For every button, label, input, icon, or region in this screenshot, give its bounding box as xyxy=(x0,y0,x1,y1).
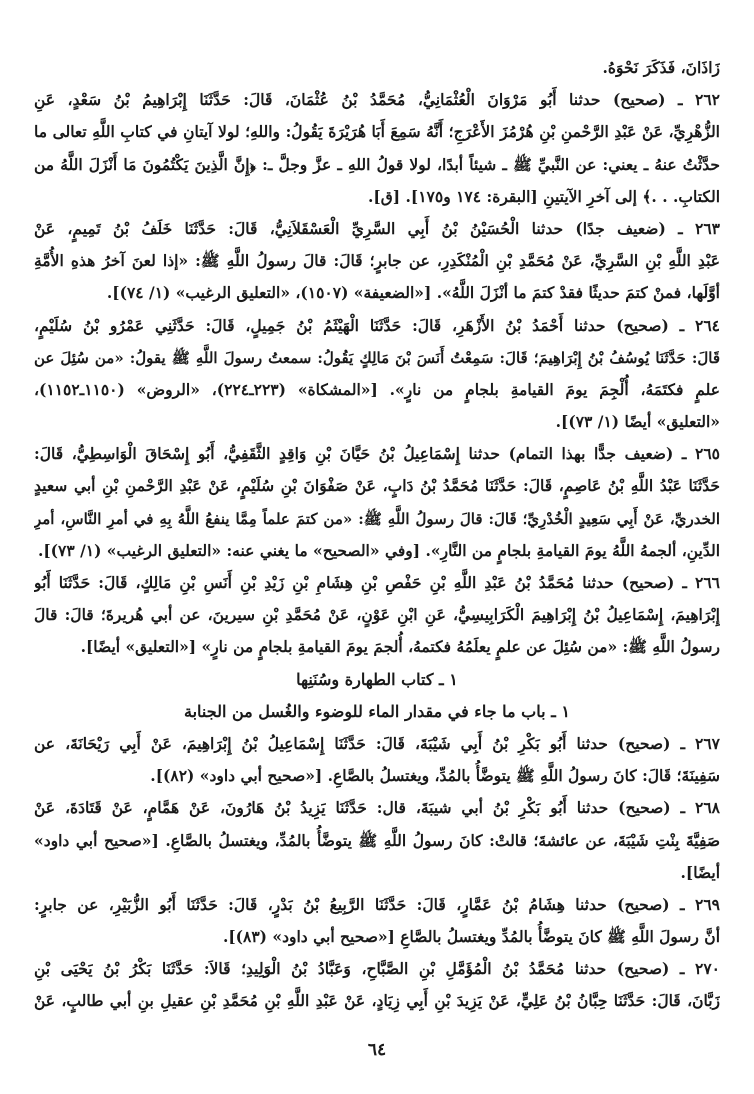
text-line: إِبْرَاهِيمَ، إِسْمَاعِيلُ بْنُ إِبْرَاهِيمَ الْكَرَابِيسِيُّ، عَنِ ابْنِ عَوْنٍ، عَنْ مُحَمَّدِ بْنِ سيرينَ، عن أبي هُريرةَ؛ قالَ: قالَ xyxy=(34,605,720,625)
text-line: «التعليق» أيضًا (١/ ٧٣)]. xyxy=(555,412,720,432)
text-line: حدَّثْتُ عنهُ ـ يعني: عن النَّبيِّ ﷺ ـ شيئاً أبدًا، لولا قولُ اللهِ ـ عزَّ وجلَّ ـ: ﴿إِنَّ الَّذِينَ يَكْتُمُونَ مَا أَنْزَلَ اللَّهُ من xyxy=(34,154,720,174)
text-line: زَبَّانَ، قَالَ: حَدَّثَنَا حِبَّانُ بْنُ عَلِيٍّ، عَنْ يَزِيدَ بْنِ أَبِي زِيَادٍ، عَنْ عَبْدِ اللَّهِ بْنِ مُحَمَّدِ بْنِ عقيلِ بنِ أبي طالبٍ، عَنْ xyxy=(34,991,720,1011)
text-line: أوَّلَها، فمنْ كتمَ حديثًا فقدْ كتمَ ما أنْزَلَ اللَّهُ». [«الضعيفة» (١٥٠٧)، «التعليق الرغيب» (١/ ٧٤)]. xyxy=(106,283,720,303)
text-line: صَفِيَّةَ بِنْتِ شَيْبَةَ، عن عائشةَ؛ قالتْ: كانَ رسولُ اللَّهِ ﷺ يتوضَّأُ بالمُدِّ، ويغتسلُ بالصَّاعِ. [«صحيح أبي داود» xyxy=(34,830,720,850)
text-line: أنَّ رسولَ اللَّهِ ﷺ كانَ يتوضَّأُ بالمُدِّ ويغتسلُ بالصَّاعِ [«صحيح أبي داود» (٨٣)]. xyxy=(222,927,720,947)
text-line: ٢٦٧ ـ (صحيح) حدثنا أَبُو بَكْرِ بْنُ أَبِي شَيْبَةَ، قَالَ: حَدَّثَنَا إِسْمَاعِيلُ بْنُ إِبْرَاهِيمَ، عَنْ أَبِي رَيْحَانَةَ، عن xyxy=(34,733,720,753)
page-number: ٦٤ xyxy=(367,1040,387,1060)
text-line: زَاذَانَ، فَذَكَرَ نَحْوَهُ. xyxy=(602,58,720,77)
text-line: ٢٦٤ ـ (صحيح) حدثنا أَحْمَدُ بْنُ الأَزْهَرِ، قَالَ: حَدَّثَنَا الْهَيْثَمُ بْنُ جَمِيلٍ، قَالَ: حَدَّثَنِي عَمْرُو بْنُ سُلَيْمٍ، xyxy=(34,315,720,335)
text-line: ٢٦٩ ـ (صحيح) حدثنا هِشَامُ بْنُ عَمَّارٍ، قَالَ: حَدَّثَنَا الرَّبِيعُ بْنُ بَدْرٍ، قَالَ: حَدَّثَنَا أَبُو الزُّبَيْرِ، عن جابرٍ: xyxy=(34,894,720,914)
text-line: حَدَّثَنَا عَبْدُ اللَّهِ بْنُ عَاصِمٍ، قَالَ: حَدَّثَنَا مُحَمَّدُ بْنُ دَابٍ، عَنْ صَفْوَانَ بْنِ سُلَيْمٍ، عَنْ عَبْدِ الرَّحْمنِ بْنِ أبي سعيدٍ xyxy=(34,476,720,496)
text-line: علمٍ فكتَمَهُ، أُلْجِمَ يومَ القيامةِ بلجامٍ من نارٍ». [«المشكاة» (٢٢٣ـ٢٢٤)، «الروض» (١١٥٠ـ١١٥٢)، xyxy=(34,379,720,399)
text-line: رسولُ اللَّهِ ﷺ: «من سُئِلَ عن علمٍ يعلَمُهُ فكتمهُ، أُلجمَ يومَ القيامةِ بلجامٍ من نارٍ» [«التعليق» أيضًا]. xyxy=(80,637,720,657)
text-line: قَالَ: حَدَّثَنَا يُوسُفُ بْنُ إِبْرَاهِيمَ؛ قَالَ: سَمِعْتُ أَنَسَ بْنَ مَالِكٍ يَقُولُ: سمعتُ رسولَ اللَّهِ ﷺ يقولُ: «من سُئِلَ عن xyxy=(34,348,720,367)
text-line: ٢٦٢ ـ (صحيح) حدثنا أَبُو مَرْوَانَ الْعُثْمَانِيُّ، مُحَمَّدُ بْنُ عُثْمَانَ، قَالَ: حَدَّثَنَا إِبْرَاهِيمُ بْنُ سَعْدٍ، عَنِ xyxy=(34,90,720,110)
text-line: الكتابِ. . .﴾ إلى آخرِ الآيتينِ [البقرة: ١٧٤ و١٧٥]. [ق]. xyxy=(368,186,720,206)
text-line: ٢٦٦ ـ (صحيح) حدثنا مُحَمَّدُ بْنُ عَبْدِ اللَّهِ بْنِ حَفْصِ بْنِ هِشَامِ بْنِ زَيْدِ بْنِ أَنَسِ بْنِ مَالِكٍ، قَالَ: حَدَّثَنَا أَبُو xyxy=(34,573,720,592)
page-body xyxy=(34,52,720,1062)
text-line: الخدريِّ، عَنْ أَبِي سَعِيدٍ الْخُدْرِيِّ؛ قَالَ: قالَ رسولُ اللَّهِ ﷺ: «من كتمَ علماً مِمَّا ينفعُ اللَّهُ بِهِ في أمرِ النَّاسِ، أمرِ xyxy=(34,509,720,528)
text-line: الدِّينِ، ألجمهُ اللَّهُ يومَ القيامةِ بلجامٍ من النَّارِ». [وفي «الصحيح» ما يغني عنه: «التعليق الرغيب» (١/ ٧٣)]. xyxy=(37,540,720,560)
text-line: ٢٦٣ ـ (ضعيف جدًا) حدثنا الْحُسَيْنُ بْنُ أَبِي السَّرِيِّ الْعَسْقَلاَنِيُّ، قَالَ: حَدَّثَنَا خَلَفُ بْنُ تَمِيمٍ، عَنْ xyxy=(34,218,720,238)
text-line: الزُّهْرِيِّ، عَنْ عَبْدِ الرَّحْمنِ بْنِ هُرْمُزَ الأَعْرَجِ؛ أَنَّهُ سَمِعَ أَبَا هُرَيْرَةَ يَقُولُ: واللهِ؛ لولا آيتانِ في كتابِ اللَّهِ تعالى ما xyxy=(34,122,720,142)
section-heading: ١ ـ باب ما جاء في مقدار الماء للوضوء والغُسل من الجنابة xyxy=(184,701,570,721)
text-line: سَفِينَةَ؛ قَالَ: كانَ رسولُ اللَّهِ ﷺ يتوضَّأُ بالمُدِّ، ويغتسلُ بالصَّاعِ. [«صحيح أبي داود» (٨٢)]. xyxy=(150,766,720,786)
text-line: ٢٦٨ ـ (صحيح) حدثنا أَبُو بَكْرِ بْنُ أبي شيبَةَ، قال: حَدَّثَنَا يَزِيدُ بْنُ هَارُونَ، عَنْ هَمَّامٍ، عَنْ قَتَادَةَ، عَنْ xyxy=(34,798,720,818)
text-line: أيضًا]. xyxy=(680,862,720,882)
section-heading: ١ ـ كتاب الطهارة وسُنَنِها xyxy=(296,669,458,689)
text-line: عَبْدِ اللَّهِ بْنِ السَّرِيِّ، عَنْ مُحَمَّدِ بْنِ الْمُنْكَدِرِ، عن جابرٍ؛ قَالَ: قالَ رسولُ اللَّهِ ﷺ: «إذا لعنَ آخرُ هذهِ الأُمَّةِ xyxy=(34,251,720,271)
text-line: ٢٦٥ ـ (ضعيف جدًّا بهذا التمام) حدثنا إِسْمَاعِيلُ بْنُ حَيَّانَ بْنِ وَاقِدٍ الثَّقَفِيُّ، أَبُو إِسْحَاقَ الْوَاسِطِيُّ، قَالَ: xyxy=(34,444,720,464)
text-line: ٢٧٠ ـ (صحيح) حدثنا مُحَمَّدُ بْنُ الْمُؤَمَّلِ بْنِ الصَّبَّاحِ، وَعَبَّادُ بْنُ الْوَلِيدِ؛ قَالاَ: حَدَّثَنَا بَكْرُ بْنُ يَحْيَى بْنِ xyxy=(34,959,720,979)
